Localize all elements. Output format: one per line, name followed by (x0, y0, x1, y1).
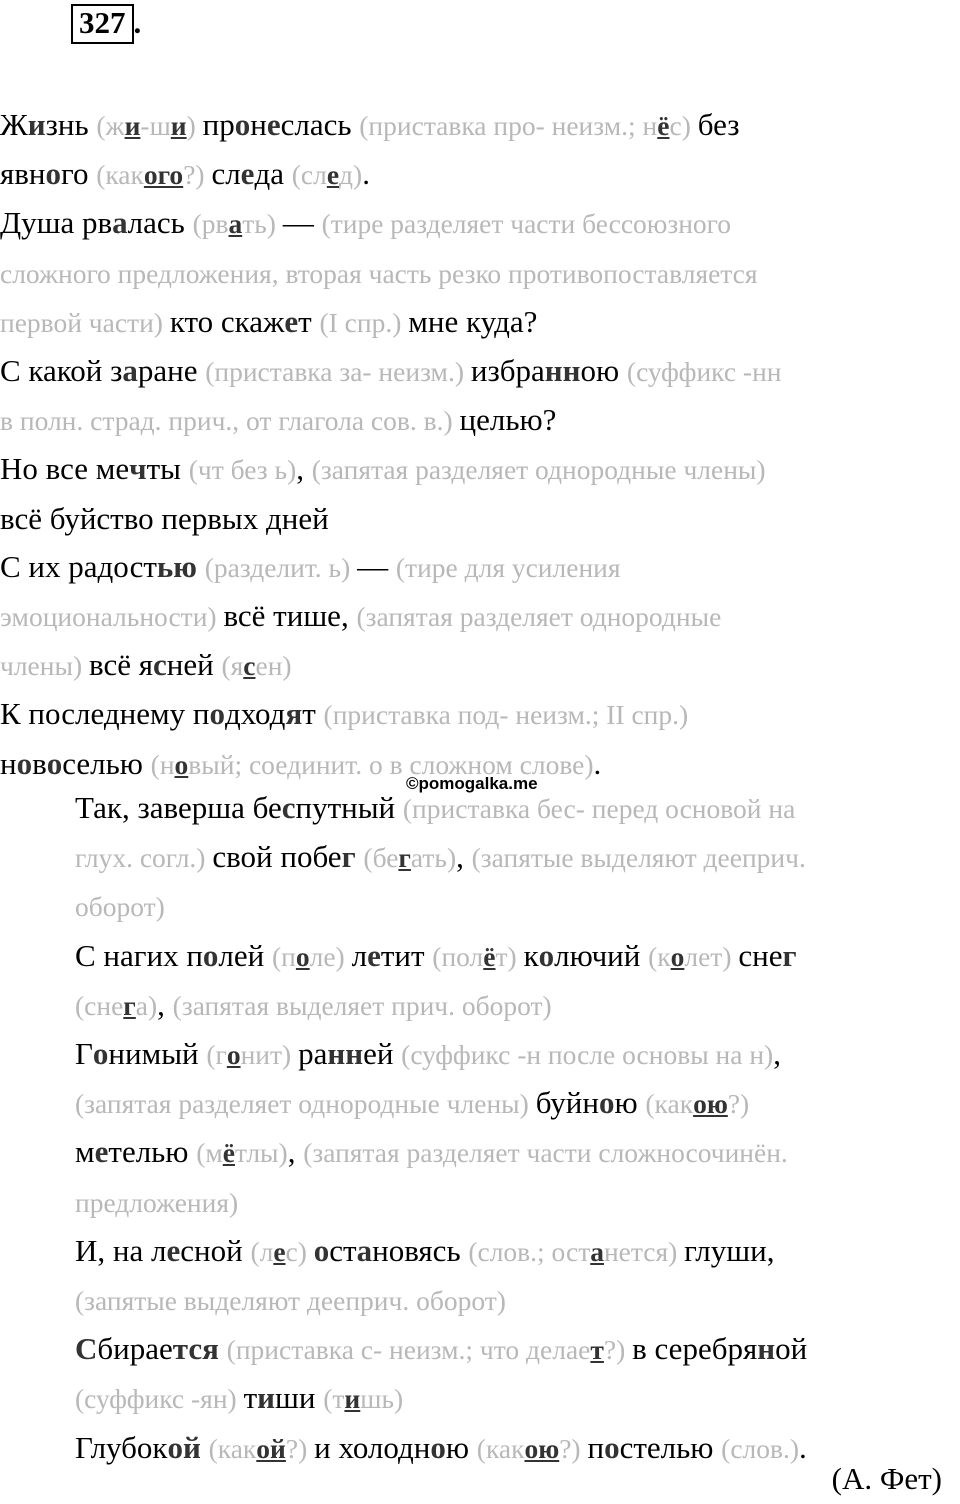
highlighted-letter: г (341, 839, 356, 875)
annotation-text: (л (250, 1235, 274, 1267)
poem-text: Ж (0, 107, 28, 142)
annotation-text: (т (323, 1383, 345, 1415)
annotation-text: (запятые выделяют дееприч. (471, 842, 806, 874)
poem-text: к (523, 937, 539, 973)
poem-text: го (61, 156, 97, 192)
poem-text: лась (127, 205, 193, 241)
annotation-text: ?) (183, 159, 212, 191)
annotation-text: т (590, 1334, 604, 1366)
poem-text: Г (75, 1036, 93, 1072)
author-attribution: (А. Фет) (831, 1461, 942, 1496)
stanza-1 (0, 101, 960, 789)
annotation-text: первой части) (0, 306, 170, 338)
poem-text: С нагих п (75, 937, 203, 973)
annotation-text: (г (206, 1039, 227, 1071)
text-line (0, 1079, 960, 1128)
highlighted-letter: а (122, 353, 138, 389)
annotation-text: а (228, 208, 243, 240)
annotation-text: ё (483, 940, 496, 972)
annotation-text: ?) (727, 1088, 750, 1120)
poem-text: ю (614, 1085, 646, 1121)
annotation-text: о (670, 940, 685, 972)
text-line (0, 495, 960, 543)
text-line (0, 981, 960, 1030)
annotation-text: ать) (410, 842, 457, 874)
annotation-text: (запятые выделяют дееприч. оборот) (75, 1285, 506, 1317)
highlighted-letter: я (285, 696, 303, 732)
annotation-text: (запятая разделяет однородные члены) (311, 454, 766, 486)
annotation-text: о (226, 1039, 241, 1071)
poem-text: ши (275, 1380, 324, 1416)
poem-text: . (362, 156, 370, 192)
poem-text: С их радост (0, 548, 157, 584)
stanza-2 (0, 784, 960, 1473)
annotation-text: (суффикс -н после основы на н) (401, 1039, 774, 1071)
text-line (0, 445, 960, 494)
annotation-text: шь) (360, 1383, 404, 1415)
annotation-text: ть) (242, 208, 283, 240)
annotation-text: (суффикс -ян) (75, 1383, 244, 1415)
annotation-text: вый; соединит. о в сложном слове) (188, 748, 594, 780)
annotation-text: ?) (603, 1334, 633, 1366)
poem-text: ране (137, 353, 206, 389)
highlighted-letter: с (281, 790, 296, 825)
annotation-text: ле) (309, 940, 352, 972)
text-line (0, 641, 960, 690)
poem-text: свой побе (212, 839, 342, 875)
highlighted-letter: и (257, 1380, 276, 1416)
text-line (0, 199, 960, 248)
poem-text: всё тише, (223, 598, 357, 634)
poem-text: л (351, 937, 368, 973)
poem-text: кто скаж (169, 303, 285, 339)
annotation-text: и (124, 110, 141, 141)
poem-text: Душа рв (0, 205, 113, 241)
annotation-text: (приставка за- неизм.) (205, 356, 471, 388)
poem-text: мне куда? (408, 303, 538, 339)
text-line (0, 784, 960, 833)
poem-text: знь (45, 107, 97, 142)
highlighted-letter: ой (167, 1429, 201, 1465)
poem-text: селью (62, 745, 151, 781)
poem-text: С какой з (0, 353, 123, 389)
poem-text: сне (738, 937, 783, 973)
annotation-text: г (123, 989, 136, 1021)
annotation-text: ой (256, 1432, 286, 1464)
poem-text: дход (224, 696, 286, 732)
poem-text (201, 1430, 209, 1465)
annotation-text: (запятая выделяет прич. оборот) (172, 989, 552, 1021)
exercise-number-text: 327 (79, 5, 126, 40)
poem-text: нимый (108, 1036, 207, 1072)
highlighted-letter: о (234, 107, 251, 142)
annotation-text: (слов.) (721, 1432, 800, 1464)
annotation-text: предложения) (75, 1186, 239, 1218)
text-line (0, 690, 960, 739)
text-line (0, 249, 960, 298)
poem-text: лючий (554, 937, 649, 973)
highlighted-letter: о (209, 696, 225, 732)
highlighted-letter: о (430, 1429, 446, 1465)
poem-text: т (243, 1380, 258, 1416)
poem-text (197, 549, 205, 584)
highlighted-letter: е (94, 1134, 109, 1170)
highlighted-letter: о (598, 1085, 615, 1121)
poem-text: ей (363, 1036, 402, 1072)
annotation-text: (как (476, 1432, 525, 1464)
poem-text: , (456, 839, 472, 875)
highlighted-letter: нн (544, 353, 581, 389)
exercise-number-box (71, 4, 134, 44)
highlighted-letter: ью (156, 548, 197, 584)
annotation-text: и (170, 110, 187, 141)
highlighted-letter: е (284, 303, 299, 339)
poem-text: сл (211, 156, 241, 192)
poem-text: Глубок (75, 1429, 168, 1465)
annotation-text: а (590, 1235, 604, 1267)
highlighted-letter: о (604, 1429, 620, 1465)
poem-text: избра (470, 353, 545, 389)
text-line (0, 347, 960, 396)
annotation-text: ё (657, 110, 670, 141)
poem-text: тит (380, 937, 433, 973)
highlighted-letter: о (313, 1232, 330, 1268)
annotation-text: г (398, 842, 411, 874)
highlighted-letter: а (112, 205, 128, 241)
annotation-text: (я (221, 650, 244, 682)
poem-text: — (357, 548, 396, 584)
poem-text: т (298, 303, 320, 339)
highlighted-letter: о (538, 937, 555, 973)
annotation-text: (рв (192, 208, 229, 240)
poem-text: — (282, 205, 322, 241)
annotation-text: а) (135, 989, 158, 1021)
poem-text: , (773, 1036, 781, 1072)
annotation-text: (суффикс -нн (626, 356, 782, 388)
annotation-text: (сл (291, 159, 327, 191)
poem-text: . (799, 1429, 807, 1465)
exercise-number (71, 4, 141, 44)
poem-text: телью (108, 1134, 197, 1170)
poem-text: , (157, 986, 173, 1022)
highlighted-letter: е (266, 107, 281, 142)
annotation-text: с) (669, 110, 698, 141)
text-line (0, 1276, 960, 1325)
annotation-text: (бе (363, 842, 399, 874)
text-line (0, 833, 960, 882)
annotation-text: (запятая разделяет однородные (356, 601, 722, 633)
annotation-text: т) (495, 940, 524, 972)
annotation-text: ою (524, 1432, 560, 1464)
poem-text: бирае (97, 1331, 173, 1367)
annotation-text: (как (645, 1088, 694, 1120)
poem-text: н (0, 745, 17, 781)
highlighted-letter: а (356, 1232, 373, 1268)
annotation-text: ) (186, 110, 203, 141)
text-line (0, 1030, 960, 1079)
poem-text: ою (580, 353, 627, 389)
annotation-text: члены) (0, 650, 89, 682)
text-line (0, 1374, 960, 1423)
text-line (0, 932, 960, 981)
annotation-text: (приставка про- неизм.; н (359, 110, 658, 141)
poem-text: ра (298, 1036, 328, 1072)
poem-text: глуши, (684, 1232, 775, 1268)
text-line (0, 1178, 960, 1227)
annotation-text: (ж (96, 110, 125, 141)
annotation-text: ?) (285, 1432, 315, 1464)
highlighted-letter: и (27, 107, 46, 142)
annotation-text: (чт без ь) (188, 454, 297, 486)
annotation-text: е (273, 1235, 286, 1267)
highlighted-letter: о (16, 745, 33, 781)
annotation-text: оборот) (75, 891, 165, 923)
poem-text: да (254, 156, 292, 192)
highlighted-letter: нн (327, 1036, 364, 1072)
highlighted-letter: о (45, 156, 61, 192)
annotation-text: о (295, 940, 310, 972)
highlighted-letter: о (92, 1036, 109, 1072)
annotation-text: (приставка с- неизм.; что делае (226, 1334, 591, 1366)
annotation-text: е (326, 159, 340, 191)
poem-text: ст (329, 1232, 357, 1268)
poem-text: и холодн (314, 1429, 431, 1465)
annotation-text: (запятая разделяет однородные члены) (75, 1088, 536, 1120)
text-line (0, 543, 960, 592)
poem-text: всё я (89, 647, 153, 683)
highlighted-letter: тся (172, 1331, 219, 1367)
highlighted-letter: ч (129, 451, 147, 487)
highlighted-letter: н (757, 1331, 776, 1367)
annotation-text: (сне (75, 989, 124, 1021)
annotation-text: (м (196, 1137, 223, 1169)
poem-text: , (296, 451, 312, 487)
annotation-text: ?) (559, 1432, 588, 1464)
annotation-text: (как (96, 159, 144, 191)
annotation-text: сложного предложения, вторая часть резко противопоставляется (0, 257, 758, 289)
annotation-text: нется) (603, 1235, 685, 1267)
highlighted-letter: г (782, 937, 797, 973)
poem-text: в (32, 745, 47, 781)
annotation-text: с (243, 650, 256, 682)
poem-text (219, 1331, 227, 1366)
annotation-text: (н (150, 748, 175, 780)
poem-text: без (697, 107, 740, 142)
poem-text: сной (180, 1232, 251, 1268)
poem-text: п (587, 1429, 605, 1465)
annotation-text: в полн. страд. прич., от глагола сов. в.) (0, 405, 460, 437)
text-line (0, 1424, 960, 1473)
text-line (0, 396, 960, 445)
poem-text: пр (202, 107, 235, 142)
poem-text: т (302, 696, 324, 732)
poem-text: ты (146, 451, 189, 487)
highlighted-letter: е (367, 937, 381, 973)
annotation-text: (п (272, 940, 296, 972)
annotation-text: лет) (684, 940, 739, 972)
annotation-text: (пол (432, 940, 484, 972)
poem-text: К последнему п (0, 696, 210, 732)
poem-text: Но все ме (0, 451, 130, 487)
poem-text: путный (295, 790, 403, 825)
annotation-text: (приставка бес- перед основой на (402, 793, 796, 824)
text-line (0, 1128, 960, 1177)
annotation-text: о (174, 748, 189, 780)
text-line (0, 150, 960, 199)
poem-text: , (287, 1134, 304, 1170)
annotation-text: ё (222, 1137, 235, 1169)
poem-text: всё буйство первых дней (0, 500, 329, 536)
text-line (0, 298, 960, 347)
poem-text: слась (280, 107, 360, 142)
annotation-text: ого (143, 159, 184, 191)
annotation-text: ен) (255, 650, 292, 682)
highlighted-letter: о (46, 745, 63, 781)
annotation-text: глух. согл.) (75, 842, 213, 874)
annotation-text: нит) (240, 1039, 299, 1071)
highlighted-letter: с (152, 647, 167, 683)
poem-text: И, на л (75, 1232, 167, 1268)
poem-text: м (75, 1134, 95, 1170)
highlighted-letter: е (166, 1232, 181, 1268)
poem-text: ю (445, 1429, 477, 1465)
annotation-text: тлы) (235, 1137, 288, 1169)
poem-text: н (250, 107, 267, 142)
annotation-text: (к (648, 940, 671, 972)
annotation-text: (как (208, 1432, 257, 1464)
annotation-text: (слов.; ост (468, 1235, 591, 1267)
annotation-text: и (344, 1383, 361, 1415)
poem-text: ней (166, 647, 222, 683)
annotation-text: с) (285, 1235, 314, 1267)
annotation-text: (тире разделяет части бессоюзного (321, 208, 732, 240)
annotation-text: -ш (140, 110, 171, 141)
exercise-number-period: . (133, 5, 142, 40)
annotation-text: эмоциональности) (0, 601, 224, 633)
poem-text: ой (775, 1331, 808, 1367)
poem-text: целью? (459, 402, 557, 438)
annotation-text: (запятая разделяет части сложносочинён. (303, 1137, 788, 1169)
text-line (0, 1325, 960, 1374)
annotation-text: ою (693, 1088, 728, 1120)
text-line (0, 101, 960, 150)
poem-text: явн (0, 156, 46, 192)
highlighted-letter: о (202, 937, 219, 973)
poem-text: стелью (619, 1429, 722, 1465)
annotation-text: д) (339, 159, 363, 191)
watermark: ©pomogalka.me (406, 774, 538, 793)
poem-text: . (593, 745, 602, 781)
text-line (0, 592, 960, 641)
poem-text: новясь (372, 1232, 469, 1268)
highlighted-letter: е (240, 156, 255, 192)
poem-text: в серебря (632, 1331, 758, 1367)
annotation-text: (приставка под- неизм.; II спр.) (323, 699, 689, 731)
text-line (0, 1227, 960, 1276)
annotation-text: (тире для усиления (395, 551, 621, 583)
poem-text: лей (218, 937, 272, 973)
annotation-text: (I спр.) (319, 306, 409, 338)
annotation-text: (разделит. ь) (204, 551, 358, 583)
highlighted-letter: С (75, 1331, 98, 1367)
poem-text: Так, заверша бе (75, 790, 282, 825)
text-line (0, 882, 960, 931)
poem-text: буйн (535, 1085, 599, 1121)
